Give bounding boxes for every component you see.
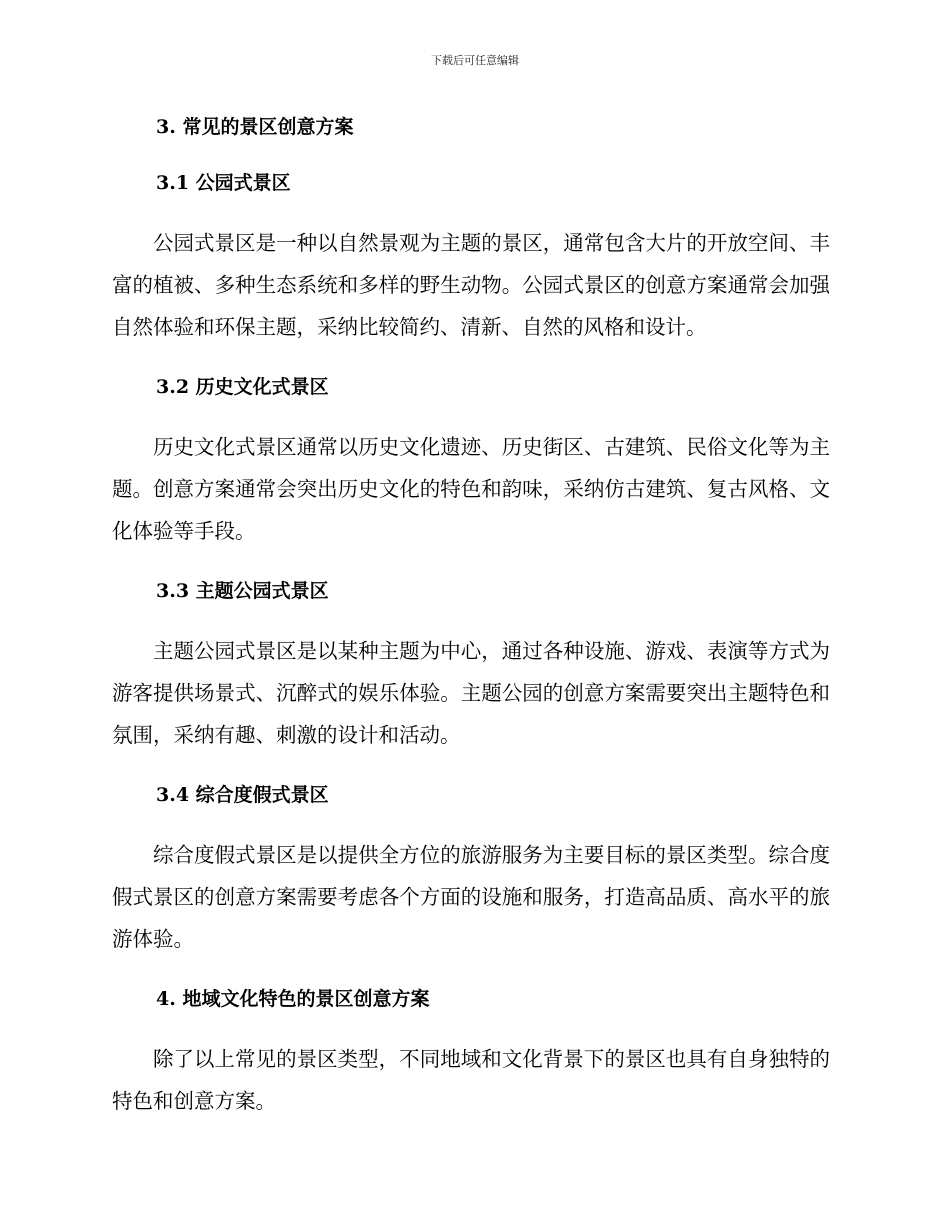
section-body-3-1: 公园式景区是一种以自然景观为主题的景区，通常包含大片的开放空间、丰富的植被、多种生态系统和多样的野生动物。公园式景区的创意方案通常会加强自然体验和环保主题，采纳比较简约、清新、自然的风格和设计。 xyxy=(112,231,830,339)
section-heading-3-3: 3.3 主题公园式景区 xyxy=(156,580,329,602)
section-heading-3-2: 3.2 历史文化式景区 xyxy=(156,376,329,398)
document-body xyxy=(112,110,830,1122)
section-body-3-4: 综合度假式景区是以提供全方位的旅游服务为主要目标的景区类型。综合度假式景区的创意方案需要考虑各个方面的设施和服务，打造高品质、高水平的旅游体验。 xyxy=(112,843,830,951)
section-body-3-2: 历史文化式景区通常以历史文化遗迹、历史街区、古建筑、民俗文化等为主题。创意方案通常会突出历史文化的特色和韵味，采纳仿古建筑、复古风格、文化体验等手段。 xyxy=(112,435,830,543)
section-heading-4: 4. 地域文化特色的景区创意方案 xyxy=(156,988,430,1010)
section-heading-3-1: 3.1 公园式景区 xyxy=(156,172,291,194)
section-heading-3-4: 3.4 综合度假式景区 xyxy=(156,784,329,806)
section-heading-3: 3. 常见的景区创意方案 xyxy=(156,116,354,138)
section-body-4: 除了以上常见的景区类型，不同地域和文化背景下的景区也具有自身独特的特色和创意方案。 xyxy=(112,1047,830,1113)
header-note: 下载后可任意编辑 xyxy=(431,54,519,67)
section-body-3-3: 主题公园式景区是以某种主题为中心，通过各种设施、游戏、表演等方式为游客提供场景式、沉醉式的娱乐体验。主题公园的创意方案需要突出主题特色和氛围，采纳有趣、刺激的设计和活动。 xyxy=(112,639,830,747)
